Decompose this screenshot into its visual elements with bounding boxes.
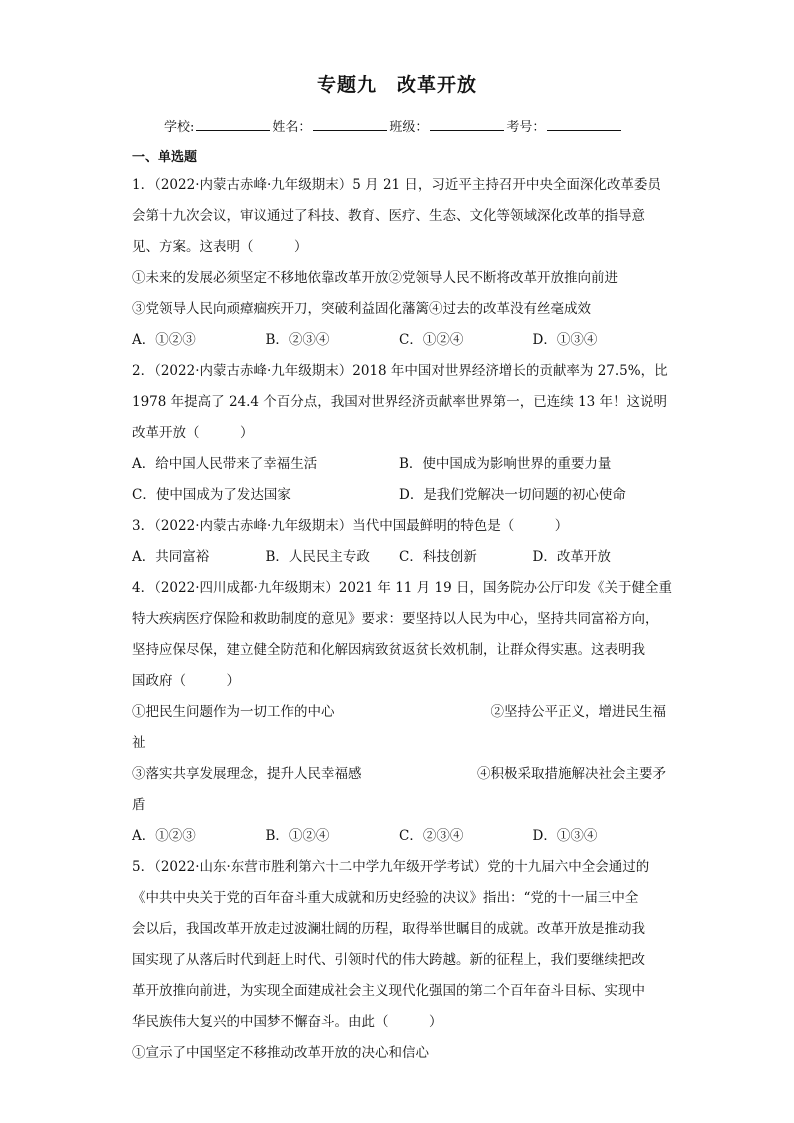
option-b[interactable]: B．①②④ (265, 828, 330, 844)
section-heading: 一、单选题 (132, 150, 198, 165)
question-5-statement: ①宣示了中国坚定不移推动改革开放的决心和信心 (132, 1045, 429, 1061)
option-c[interactable]: C．使中国成为了发达国家 (132, 487, 291, 503)
question-5-line: 会以后，我国改革开放走过波澜壮阔的历程，取得举世瞩目的成就。改革开放是推动我 (132, 921, 645, 937)
question-2-line: 改革开放（ ） (132, 425, 254, 441)
question-1-line: 会第十九次会议，审议通过了科技、教育、医疗、生态、文化等领域深化改革的指导意 (132, 208, 645, 224)
option-b[interactable]: B．②③④ (265, 332, 330, 348)
question-4-statement-row (132, 728, 666, 759)
option-d[interactable]: D．①③④ (532, 332, 598, 348)
question-5-line: 革开放推向前进，为实现全面建成社会主义现代化强国的第二个百年奋斗目标、实现中 (132, 983, 645, 999)
option-c[interactable]: C．①②④ (399, 332, 464, 348)
question-2-line: 1978 年提高了 24.4 个百分点，我国对世界经济贡献率世界第一，已连续 13 年！这说明 (132, 394, 668, 410)
question-1-statement: ③党领导人民向顽瘴痼疾开刀，突破利益固化藩篱④过去的改革没有丝毫成效 (132, 301, 591, 317)
option-b[interactable]: B．使中国成为影响世界的重要力量 (399, 456, 612, 472)
question-5-line: 华民族伟大复兴的中国梦不懈奋斗。由此（ ） (132, 1014, 443, 1030)
option-a[interactable]: A．给中国人民带来了幸福生活 (132, 456, 318, 472)
document-title: 专题九 改革开放 (316, 74, 477, 96)
option-a[interactable]: A．①②③ (132, 332, 196, 348)
statement-left: 祉 (132, 735, 146, 751)
school-label: 学校: (164, 120, 195, 135)
question-5-line: 5．（2022·山东·东营市胜利第六十二中学九年级开学考试）党的十九届六中全会通过的 (132, 859, 650, 875)
option-c[interactable]: C．科技创新 (399, 549, 477, 565)
question-4-line: 坚持应保尽保，建立健全防范和化解因病致贫返贫长效机制，让群众得实惠。这表明我 (132, 642, 645, 658)
question-2 (132, 356, 666, 511)
question-4-line: 4．（2022·四川成都·九年级期末）2021 年 11 月 19 日，国务院办公厅印发《关于健全重 (132, 580, 672, 596)
question-2-options-row (132, 480, 666, 511)
question-4-statement-row (132, 697, 666, 728)
name-blank[interactable] (313, 118, 387, 131)
question-1 (132, 170, 666, 356)
option-d[interactable]: D．改革开放 (532, 549, 611, 565)
question-4 (132, 573, 672, 852)
exam-number-blank[interactable] (547, 118, 621, 131)
question-1-line: 1．（2022·内蒙古赤峰·九年级期末）5 月 21 日，习近平主持召开中央全面深化改革委员 (132, 177, 661, 193)
statement-left: ①把民生问题作为一切工作的中心 (132, 704, 335, 720)
exam-number-label: 考号： (506, 120, 546, 135)
question-3-options (132, 542, 666, 573)
question-2-options-row (132, 449, 666, 480)
question-5-line: 国实现了从落后时代到赶上时代、引领时代的伟大跨越。新的征程上，我们要继续把改 (132, 952, 645, 968)
statement-left: 盾 (132, 797, 146, 813)
question-5-line: 《中共中央关于党的百年奋斗重大成就和历史经验的决议》指出：“党的十一届三中全 (132, 890, 639, 906)
question-4-statement-row (132, 759, 666, 790)
question-1-options (132, 325, 666, 356)
question-4-statement-row (132, 790, 666, 821)
question-list (132, 170, 672, 1069)
class-blank[interactable] (430, 118, 504, 131)
option-c[interactable]: C．②③④ (399, 828, 464, 844)
option-b[interactable]: B．人民民主专政 (265, 549, 370, 565)
question-4-line: 特大疾病医疗保险和救助制度的意见》要求：要坚持以人民为中心，坚持共同富裕方向， (132, 611, 659, 627)
statement-right: ④积极采取措施解决社会主要矛 (477, 766, 666, 782)
option-d[interactable]: D．是我们党解决一切问题的初心使命 (399, 487, 626, 503)
class-label: 班级： (389, 120, 429, 135)
option-a[interactable]: A．①②③ (132, 828, 196, 844)
school-blank[interactable] (196, 118, 270, 131)
question-4-options (132, 821, 666, 852)
question-1-statement: ①未来的发展必须坚定不移地依靠改革开放②党领导人民不断将改革开放推向前进 (132, 270, 618, 286)
question-3 (132, 511, 666, 573)
question-5 (132, 852, 666, 1069)
statement-right: ②坚持公平正义，增进民生福 (490, 704, 666, 720)
student-info-line (164, 116, 623, 135)
question-4-line: 国政府（ ） (132, 673, 240, 689)
question-2-line: 2．（2022·内蒙古赤峰·九年级期末）2018 年中国对世界经济增长的贡献率为 27.5%，比 (132, 363, 668, 379)
question-3-line: 3．（2022·内蒙古赤峰·九年级期末）当代中国最鲜明的特色是（ ） (132, 518, 569, 534)
name-label: 姓名： (272, 120, 312, 135)
statement-left: ③落实共享发展理念，提升人民幸福感 (132, 766, 362, 782)
question-1-line: 见、方案。这表明（ ） (132, 239, 308, 255)
option-a[interactable]: A．共同富裕 (132, 549, 210, 565)
option-d[interactable]: D．①③④ (532, 828, 598, 844)
